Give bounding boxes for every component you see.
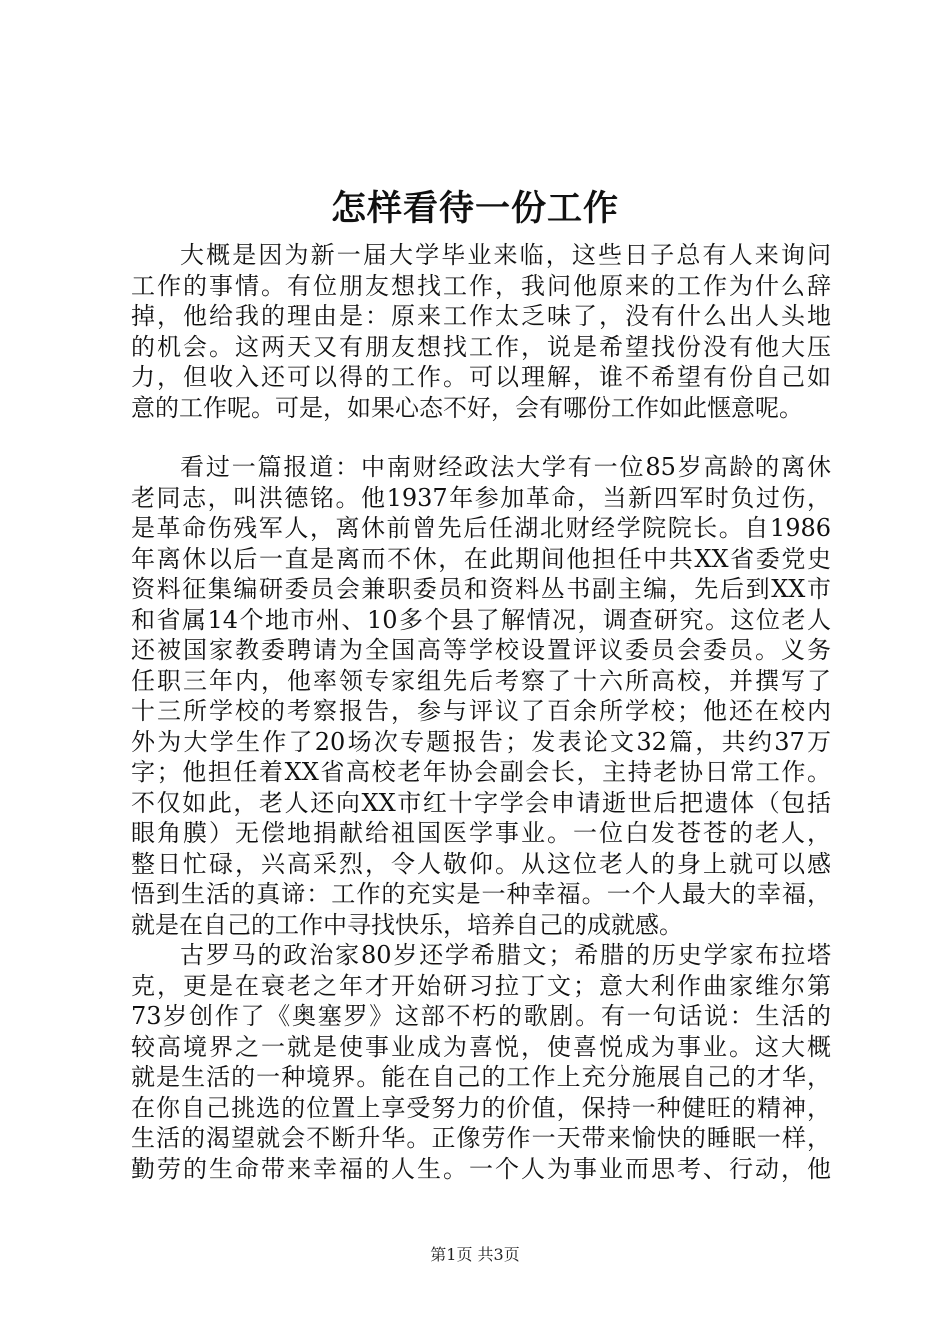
text-line: 意的工作呢。可是，如果心态不好，会有哪份工作如此惬意呢。 bbox=[131, 393, 803, 422]
text-line: 力，但收入还可以得的工作。可以理解，谁不希望有份自己如 bbox=[131, 363, 831, 391]
text-line: 任职三年内，他率领专家组先后考察了十六所高校，并撰写了 bbox=[131, 666, 831, 695]
text-line: 字；他担任着XX省高校老年协会副会长，主持老协日常工作。 bbox=[131, 758, 831, 786]
text-line: 掉，他给我的理由是：原来工作太乏味了，没有什么出人头地 bbox=[131, 302, 831, 330]
text-line: 看过一篇报道：中南财经政法大学有一位85岁高龄的离休 bbox=[180, 453, 831, 481]
page-footer bbox=[0, 1244, 950, 1266]
text-line: 年离休以后一直是离而不休，在此期间他担任中共XX省委党史 bbox=[131, 544, 831, 573]
text-line: 悟到生活的真谛：工作的充实是一种幸福。一个人最大的幸福， bbox=[131, 880, 831, 908]
text-line: 工作的事情。有位朋友想找工作，我问他原来的工作为什么辞 bbox=[131, 271, 831, 300]
text-line: 整日忙碌，兴高采烈，令人敬仰。从这位老人的身上就可以感 bbox=[131, 849, 831, 878]
text-line: 就是生活的一种境界。能在自己的工作上充分施展自己的才华， bbox=[131, 1063, 831, 1091]
text-line: 外为大学生作了20场次专题报告；发表论文32篇，共约37万 bbox=[131, 727, 831, 756]
text-line: 的机会。这两天又有朋友想找工作，说是希望找份没有他大压 bbox=[131, 332, 831, 361]
text-line: 是革命伤残军人，离休前曾先后任湖北财经学院院长。自1986 bbox=[131, 514, 831, 542]
text-line: 较高境界之一就是使事业成为喜悦，使喜悦成为事业。这大概 bbox=[131, 1032, 831, 1061]
text-line: 大概是因为新一届大学毕业来临，这些日子总有人来询问 bbox=[180, 241, 831, 269]
text-line: 和省属14个地市州、10多个县了解情况，调查研究。这位老人 bbox=[131, 605, 831, 634]
text-line: 73岁创作了《奥塞罗》这部不朽的歌剧。有一句话说：生活的 bbox=[131, 1002, 831, 1030]
text-line: 眼角膜）无偿地捐献给祖国医学事业。一位白发苍苍的老人， bbox=[131, 819, 831, 847]
text-line: 十三所学校的考察报告，参与评议了百余所学校；他还在校内 bbox=[131, 697, 831, 725]
paragraph-2 bbox=[131, 452, 831, 940]
text-line: 不仅如此，老人还向XX市红十字学会申请逝世后把遗体（包括 bbox=[131, 788, 831, 817]
page-indicator: 第1页 共3页 bbox=[430, 1245, 520, 1264]
text-line: 克，更是在衰老之年才开始研习拉丁文；意大利作曲家维尔第 bbox=[131, 971, 831, 1000]
paragraph-3 bbox=[131, 940, 831, 1184]
text-line: 在你自己挑选的位置上享受努力的价值，保持一种健旺的精神， bbox=[131, 1093, 831, 1122]
text-line: 还被国家教委聘请为全国高等学校设置评议委员会委员。义务 bbox=[131, 636, 831, 664]
text-line: 生活的渴望就会不断升华。正像劳作一天带来愉快的睡眠一样， bbox=[131, 1124, 831, 1152]
text-line: 勤劳的生命带来幸福的人生。一个人为事业而思考、行动，他 bbox=[131, 1154, 831, 1183]
document-title: 怎样看待一份工作 bbox=[330, 188, 619, 229]
text-line: 就是在自己的工作中寻找快乐，培养自己的成就感。 bbox=[131, 910, 683, 939]
paragraph-1 bbox=[131, 240, 831, 423]
text-line: 老同志，叫洪德铭。他1937年参加革命，当新四军时负过伤， bbox=[131, 483, 831, 512]
text-line: 资料征集编研委员会兼职委员和资料丛书副主编，先后到XX市 bbox=[131, 575, 831, 603]
text-line: 古罗马的政治家80岁还学希腊文；希腊的历史学家布拉塔 bbox=[180, 941, 831, 969]
